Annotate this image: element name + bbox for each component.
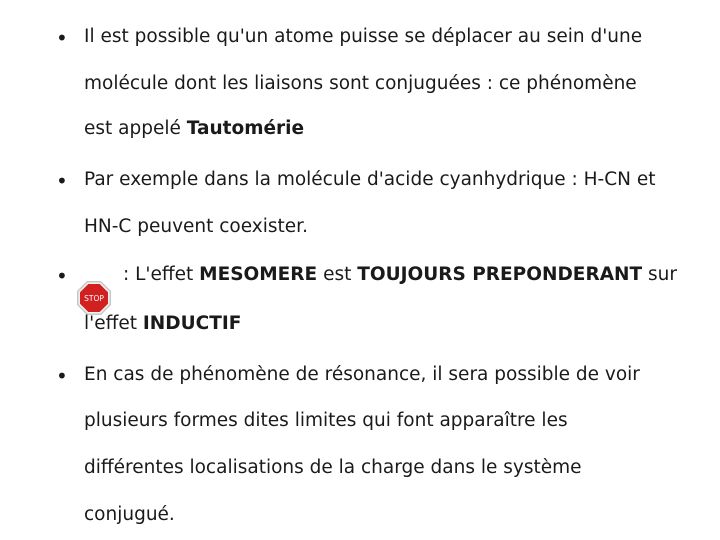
text-segment: sur xyxy=(642,264,677,285)
text-segment: l'effet xyxy=(84,313,143,334)
bullet-1-line-3 xyxy=(84,118,304,140)
text-segment: est xyxy=(317,264,358,285)
bullet-1-line-1: Il est possible qu'un atome puisse se déplacer au sein d'une xyxy=(84,26,643,47)
bullet-dot: • xyxy=(56,264,68,288)
term-mesomere: MESOMERE xyxy=(199,264,318,285)
bullet-3-line-1 xyxy=(123,264,677,286)
term-toujours-preponderant: TOUJOURS PREPONDERANT xyxy=(357,264,643,285)
bullet-1-line-2: molécule dont les liaisons sont conjuguées : ce phénomène xyxy=(84,73,637,94)
text-segment: : L'effet xyxy=(123,264,200,285)
bullet-4-line-2: plusieurs formes dites limites qui font apparaître les xyxy=(84,410,568,431)
bullet-2-line-1: Par exemple dans la molécule d'acide cyanhydrique : H-CN et xyxy=(84,169,656,190)
bullet-dot: • xyxy=(56,169,68,193)
bullet-3-line-2 xyxy=(84,313,241,335)
bullet-1-line-3-prefix: est appelé xyxy=(84,118,187,139)
bullet-dot: • xyxy=(56,26,68,50)
bullet-4-line-3: différentes localisations de la charge dans le système xyxy=(84,457,582,478)
bullet-dot: • xyxy=(56,364,68,388)
bullet-4-line-4: conjugué. xyxy=(84,504,175,525)
term-tautomerie: Tautomérie xyxy=(186,118,305,139)
stop-sign-label: STOP xyxy=(84,294,104,303)
term-inductif: INDUCTIF xyxy=(142,313,242,334)
stop-sign-icon xyxy=(76,280,112,316)
bullet-4-line-1: En cas de phénomène de résonance, il sera possible de voir xyxy=(84,364,640,385)
bullet-2-line-2: HN-C peuvent coexister. xyxy=(84,216,308,237)
